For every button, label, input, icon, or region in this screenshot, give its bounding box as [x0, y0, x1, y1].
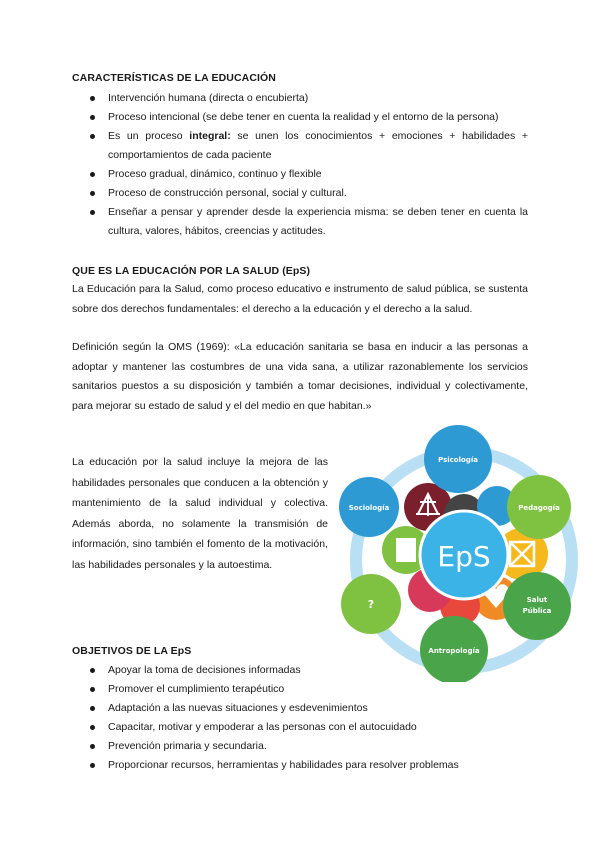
list-item: Adaptación a las nuevas situaciones y esdevenimientos [72, 699, 528, 718]
list-item: Promover el cumplimiento terapéutico [72, 680, 528, 699]
node-antropologia-label: Antropología [428, 647, 480, 655]
node-pedagogia-label: Pedagogía [518, 504, 560, 512]
list-item: Proceso gradual, dinámico, continuo y flexible [72, 165, 528, 184]
list-item: Proporcionar recursos, herramientas y habilidades para resolver problemas [72, 756, 528, 775]
list-item-text: se unen los conocimientos + emociones + habilidades + comportamientos de cada paciente [108, 130, 528, 161]
list-item: Capacitar, motivar y empoderar a las personas con el autocuidado [72, 718, 528, 737]
section-title-objetivos: OBJETIVOS DE LA EpS [72, 645, 192, 657]
node-sociologia-label: Sociología [348, 504, 390, 512]
list-item [72, 127, 528, 165]
list-item: Proceso intencional (se debe tener en cuenta la realidad y el entorno de la persona) [72, 108, 528, 127]
objetivos-list [72, 661, 528, 775]
center-label: EpS [437, 540, 491, 573]
node-unknown-label: ? [367, 598, 375, 611]
list-item-text: Es un proceso [108, 130, 190, 142]
list-item: Proceso de construcción personal, social y cultural. [72, 184, 528, 203]
node-salud-publica [503, 572, 571, 640]
bold-term: integral: [189, 130, 231, 142]
node-salud-publica-label-2: Pública [522, 607, 552, 615]
paragraph-oms-definition: Definición según la OMS (1969): «La educación sanitaria se basa en inducir a las personas a adoptar y mantener las costumbres de una vida sana, a utilizar razonablemente los servicios sanitarios puestos a su disposición y también a tomar decisiones, individual y colectivamente, para mejorar su estado de salud y el del medio en que habitan.» [72, 341, 528, 412]
book-icon [396, 538, 416, 562]
section-title-que-es-eps: QUE ES LA EDUCACIÓN POR LA SALUD (EpS) [72, 265, 311, 277]
node-psicologia-label: Psicología [438, 456, 478, 464]
paragraph-eps-definition: La Educación para la Salud, como proceso educativo e instrumento de salud pública, se sustenta sobre dos derechos fundamentales: el derecho a la educación y el derecho a la salud. [72, 283, 528, 315]
eps-diagram [338, 424, 588, 682]
list-item: Apoyar la toma de decisiones informadas [72, 661, 528, 680]
section-title-caracteristicas: CARACTERÍSTICAS DE LA EDUCACIÓN [72, 72, 276, 84]
list-item: Prevención primaria y secundaria. [72, 737, 528, 756]
list-item: Enseñar a pensar y aprender desde la experiencia misma: se deben tener en cuenta la cultura, valores, hábitos, creencias y actitudes. [72, 203, 528, 241]
caracteristicas-list [72, 89, 528, 241]
list-item: Intervención humana (directa o encubierta) [72, 89, 528, 108]
node-salud-publica-label-1: Salut [526, 596, 548, 604]
paragraph-eps-includes: La educación por la salud incluye la mejora de las habilidades personales que conducen a la obtención y mantenimiento de la salud individual y colectiva. Además aborda, no solamente la transmisión de información, sino también el fomento de la motivación, las habilidades personales y la autoestima. [72, 456, 328, 571]
